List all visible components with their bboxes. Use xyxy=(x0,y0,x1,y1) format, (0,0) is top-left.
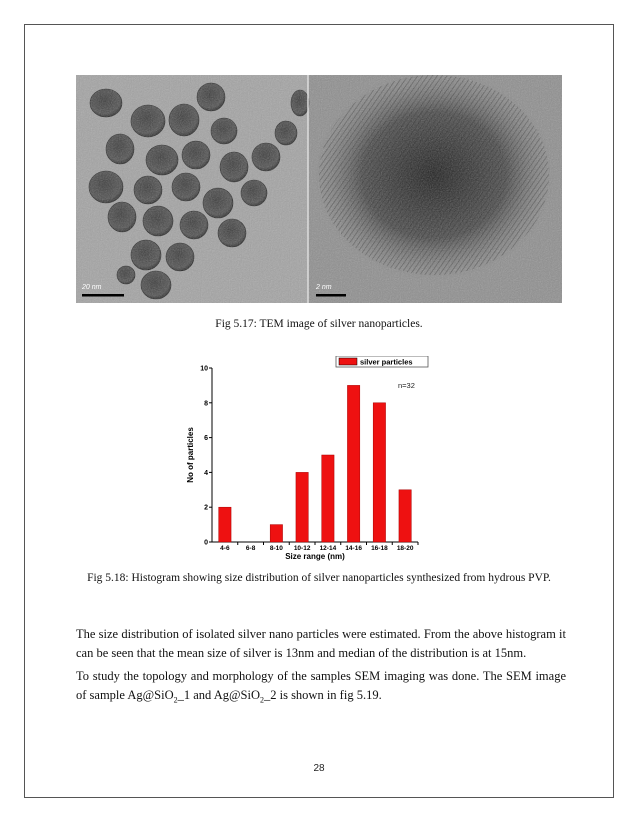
y-axis-label: No of particles xyxy=(186,427,195,483)
bar-18-20 xyxy=(399,490,411,542)
x-tick-label: 8-10 xyxy=(269,545,283,552)
para2-text-2: _1 and Ag@SiO xyxy=(177,687,260,702)
y-tick-label: 6 xyxy=(204,435,208,443)
x-tick-label: 6-8 xyxy=(245,545,256,552)
y-tick-label: 10 xyxy=(200,365,208,373)
y-tick-label: 8 xyxy=(204,400,208,408)
x-tick-label: 10-12 xyxy=(293,545,311,552)
bar-10-12 xyxy=(296,472,308,542)
x-tick-label: 16-18 xyxy=(371,545,388,552)
legend-swatch xyxy=(339,358,357,365)
figure-caption-tem: Fig 5.17: TEM image of silver nanoparticles. xyxy=(215,318,423,330)
tem-image xyxy=(76,75,562,303)
x-tick-label: 12-14 xyxy=(319,545,337,552)
paragraph-size-distribution: The size distribution of isolated silver nano particles were estimated. From the above histogram it can be seen that the mean size of silver is 13nm and median of the distribution is at 15nm. xyxy=(76,626,566,660)
bar-12-14 xyxy=(322,455,334,542)
page-number: 28 xyxy=(313,763,325,774)
para2-subscript-2: 2 xyxy=(259,695,264,704)
histogram-chart xyxy=(182,356,440,564)
x-axis-label: Size range (nm) xyxy=(285,552,345,561)
y-tick-label: 4 xyxy=(204,469,208,477)
y-tick-label: 0 xyxy=(204,539,208,547)
figure-caption-histogram: Fig 5.18: Histogram showing size distribution of silver nanoparticles synthesized from hydrous PVP. xyxy=(87,572,551,584)
left-scale-label: 20 nm xyxy=(82,284,102,291)
y-tick-label: 2 xyxy=(204,504,208,512)
right-scale-bar xyxy=(316,294,346,297)
bar-4-6 xyxy=(219,507,231,542)
x-tick-label: 18-20 xyxy=(396,545,414,552)
para2-text-1: To study the topology and morphology of the samples SEM imaging was done. The SEM image of sample Ag@SiO xyxy=(76,668,566,702)
bar-14-16 xyxy=(347,385,359,542)
sample-size-annotation: n=32 xyxy=(398,381,415,390)
bar-16-18 xyxy=(373,403,385,542)
x-tick-label: 4-6 xyxy=(220,545,230,552)
bar-8-10 xyxy=(270,525,282,542)
paragraph-sem xyxy=(76,667,566,710)
x-tick-label: 14-16 xyxy=(345,545,362,552)
right-scale-label: 2 nm xyxy=(316,284,332,291)
left-scale-bar xyxy=(82,294,124,297)
para2-text-3: _2 is shown in fig 5.19. xyxy=(263,687,382,702)
para2-subscript-1: 2 xyxy=(173,695,178,704)
legend-label: silver particles xyxy=(360,357,413,367)
